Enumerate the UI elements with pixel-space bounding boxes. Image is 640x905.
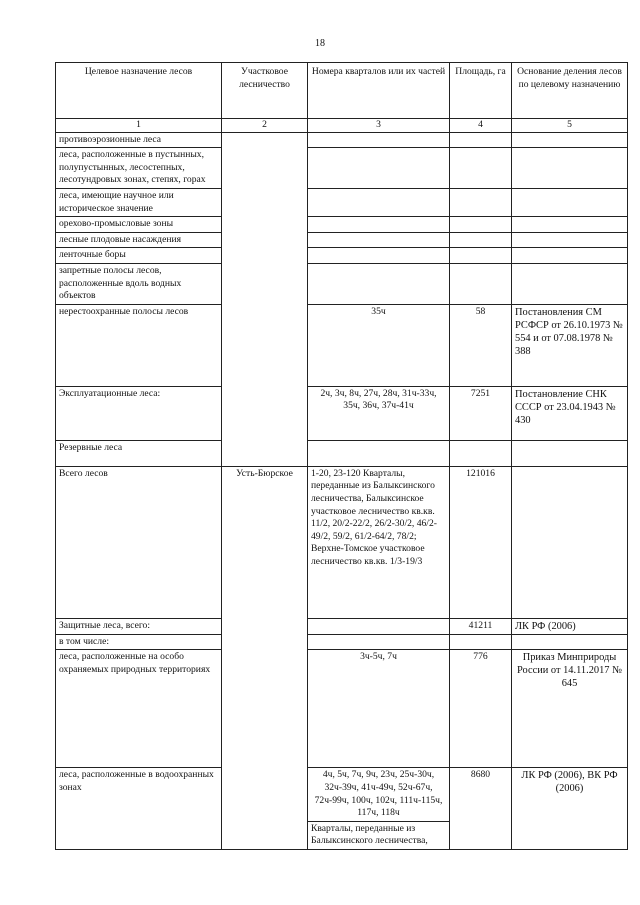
table-row xyxy=(56,768,628,850)
header-forestry: Участковое лесничество xyxy=(222,63,308,119)
row-name: лесные плодовые насаждения xyxy=(56,232,222,248)
quarters-cell: 1-20, 23-120 Кварталы, переданные из Балыксинского лесничества, Балыксинское участковое лесничество кв.кв. 11/2, 20/2-22/2, 26/2-30/2, 46/2-49/2, 59/2, 61/2-64/2, 78/2; Верхне-Томское участковое лесничество кв.кв. 1/3-19/3 xyxy=(308,466,450,618)
row-name: орехово-промысловые зоны xyxy=(56,217,222,233)
basis-cell: Постановления СМ РСФСР от 26.10.1973 № 554 и от 07.08.1978 № 388 xyxy=(512,304,628,386)
quarters-cell: 3ч-5ч, 7ч xyxy=(308,650,450,768)
row-name: леса, расположенные в водоохранных зонах xyxy=(56,768,222,850)
area-cell: 7251 xyxy=(450,386,512,440)
table-row xyxy=(56,248,628,264)
forestry-cell: Усть-Бюрское xyxy=(222,466,308,849)
table-row xyxy=(56,132,628,148)
area-cell: 58 xyxy=(450,304,512,386)
table-row xyxy=(56,634,628,650)
forestry-cell xyxy=(222,132,308,466)
row-name: Резервные леса xyxy=(56,440,222,466)
column-number-row xyxy=(56,119,628,133)
table-row xyxy=(56,440,628,466)
row-name: Всего лесов xyxy=(56,466,222,618)
quarters-cell xyxy=(308,768,450,850)
row-name: нерестоохранные полосы лесов xyxy=(56,304,222,386)
table-row xyxy=(56,263,628,304)
table-row xyxy=(56,148,628,189)
basis-cell: ЛК РФ (2006) xyxy=(512,618,628,634)
basis-cell: Постановление СНК СССР от 23.04.1943 № 430 xyxy=(512,386,628,440)
header-area: Площадь, га xyxy=(450,63,512,119)
quarters-list: 4ч, 5ч, 7ч, 9ч, 23ч, 25ч-30ч, 32ч-39ч, 41ч-49ч, 52ч-67ч, 72ч-99ч, 100ч, 102ч, 111ч-115ч, 117ч, 118ч xyxy=(308,768,449,821)
forest-purpose-table xyxy=(55,62,628,850)
col-number: 2 xyxy=(222,119,308,133)
row-name: леса, расположенные в пустынных, полупустынных, лесостепных, лесотундровых зонах, степях, горах xyxy=(56,148,222,189)
quarters-cell: 35ч xyxy=(308,304,450,386)
table-row xyxy=(56,232,628,248)
area-cell: 776 xyxy=(450,650,512,768)
header-row xyxy=(56,63,628,119)
quarters-cell: 2ч, 3ч, 8ч, 27ч, 28ч, 31ч-33ч, 35ч, 36ч, 37ч-41ч xyxy=(308,386,450,440)
row-name: леса, расположенные на особо охраняемых природных территориях xyxy=(56,650,222,768)
table-row xyxy=(56,217,628,233)
table-row xyxy=(56,466,628,618)
page-number: 18 xyxy=(315,38,325,49)
area-cell: 121016 xyxy=(450,466,512,618)
table-row xyxy=(56,650,628,768)
table-row xyxy=(56,304,628,386)
header-quarters: Номера кварталов или их частей xyxy=(308,63,450,119)
basis-cell: ЛК РФ (2006), ВК РФ (2006) xyxy=(512,768,628,850)
col-number: 5 xyxy=(512,119,628,133)
row-name: леса, имеющие научное или историческое значение xyxy=(56,188,222,216)
header-purpose: Целевое назначение лесов xyxy=(56,63,222,119)
table-row xyxy=(56,188,628,216)
header-basis: Основание деления лесов по целевому назначению xyxy=(512,63,628,119)
row-name: противоэрозионные леса xyxy=(56,132,222,148)
quarters-note: Кварталы, переданные из Балыксинского лесничества, xyxy=(311,822,428,847)
col-number: 3 xyxy=(308,119,450,133)
table-row xyxy=(56,386,628,440)
area-cell: 8680 xyxy=(450,768,512,850)
col-number: 4 xyxy=(450,119,512,133)
basis-cell: Приказ Минприроды России от 14.11.2017 № 645 xyxy=(512,650,628,768)
row-name: в том числе: xyxy=(56,634,222,650)
row-name: запретные полосы лесов, расположенные вдоль водных объектов xyxy=(56,263,222,304)
row-name: ленточные боры xyxy=(56,248,222,264)
row-name: Эксплуатационные леса: xyxy=(56,386,222,440)
table-row xyxy=(56,618,628,634)
col-number: 1 xyxy=(56,119,222,133)
row-name: Защитные леса, всего: xyxy=(56,618,222,634)
area-cell: 41211 xyxy=(450,618,512,634)
